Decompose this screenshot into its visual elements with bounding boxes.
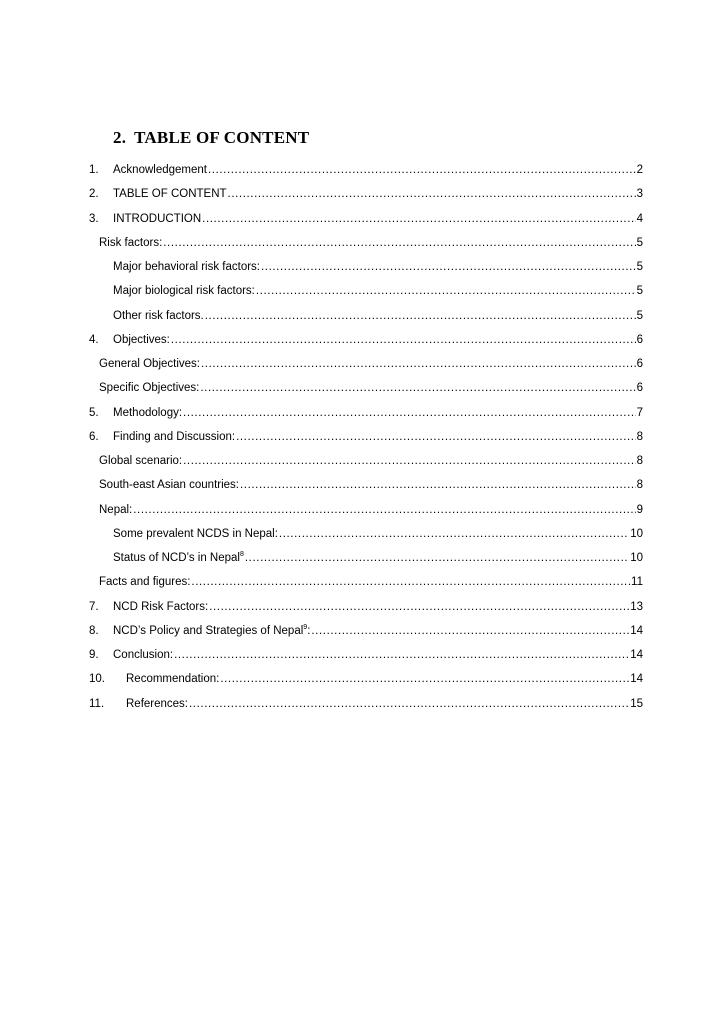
toc-entry[interactable] [89, 671, 643, 687]
toc-entry-title [113, 405, 183, 421]
toc-entry[interactable] [89, 211, 643, 227]
toc-entry[interactable] [89, 599, 643, 615]
toc-entry-page-number: 7 [636, 406, 643, 419]
dot-leader [191, 574, 630, 590]
toc-entry-page-number: 6 [636, 333, 643, 346]
toc-entry-title [113, 332, 171, 348]
dot-leader [201, 356, 636, 372]
toc-entry-title [113, 550, 245, 566]
toc-entry-title [99, 235, 163, 251]
toc-entry-title-text: Status of NCD’s in Nepal [113, 552, 240, 564]
toc-entry-number: 10. [89, 673, 105, 686]
toc-entry-title-text: Risk factors: [99, 236, 163, 249]
toc-entry-page-number: 6 [636, 382, 643, 395]
toc-entry[interactable] [113, 283, 643, 299]
toc-entry-page-number: 2 [636, 164, 643, 176]
toc-entry[interactable] [89, 696, 643, 712]
toc-entry[interactable] [89, 623, 643, 639]
toc-entry-page-number: 10 [630, 527, 643, 540]
toc-entry-title-text: South-east Asian countries: [99, 479, 239, 492]
toc-entry-number: 6. [89, 430, 99, 443]
heading-title: TABLE OF CONTENT [134, 128, 310, 147]
toc-entry-page-number: 11 [631, 576, 643, 589]
toc-entry[interactable] [89, 647, 643, 663]
dot-leader [256, 283, 636, 299]
toc-entry-title-text: NCD’s Policy and Strategies of Nepal [113, 624, 304, 637]
toc-entry-title [99, 502, 133, 518]
toc-entry[interactable] [89, 186, 643, 202]
toc-entry-title [113, 429, 236, 445]
toc-entry-title-text: Other risk factors. [113, 309, 204, 322]
toc-entry-page-number: 15 [630, 697, 643, 710]
dot-leader [174, 647, 629, 663]
toc-entry[interactable] [89, 162, 643, 178]
dot-leader [279, 526, 629, 542]
toc-entry-title [113, 162, 208, 178]
toc-entry-title-text: Methodology: [113, 406, 183, 419]
toc-entry-title [99, 574, 191, 590]
dot-leader [228, 186, 636, 202]
toc-entry-title-text: Nepal: [99, 503, 133, 516]
toc-entry-title-text: Acknowledgement [113, 164, 207, 176]
toc-entry-title [99, 453, 183, 469]
toc-entry-page-number: 5 [636, 261, 643, 273]
toc-entry-title [113, 186, 228, 202]
toc-entry-number: 7. [89, 600, 99, 613]
dot-leader [200, 380, 635, 396]
dot-leader [236, 429, 636, 445]
toc-entry-title [99, 477, 240, 493]
toc-entry[interactable] [89, 429, 643, 445]
heading-number: 2. [113, 128, 127, 147]
dot-leader [189, 696, 629, 712]
toc-entry-title [113, 283, 256, 299]
toc-entry-title [126, 696, 189, 712]
toc-entry-title [99, 380, 200, 396]
toc-entry-title-text: TABLE OF CONTENT [113, 188, 227, 201]
toc-entry-title-text: General Objectives: [99, 358, 200, 370]
toc-entry-page-number: 9 [636, 503, 643, 516]
toc-entry-number: 8. [89, 624, 99, 637]
dot-leader [183, 405, 636, 421]
toc-entry[interactable] [99, 502, 643, 518]
toc-entry-page-number: 14 [630, 624, 643, 637]
dot-leader [171, 332, 636, 348]
toc-entry[interactable] [113, 526, 643, 542]
toc-entry-title [126, 671, 220, 687]
toc-entry-title-text: Facts and figures: [99, 576, 191, 589]
toc-entry-page-number: 14 [630, 649, 643, 661]
toc-entry-number: 2. [89, 188, 99, 201]
toc-entry[interactable] [113, 308, 643, 324]
dot-leader [311, 623, 629, 639]
toc-entry-title-text: Major biological risk factors: [113, 285, 255, 298]
toc-entry-page-number: 5 [636, 236, 643, 249]
toc-entry-page-number: 3 [636, 188, 643, 201]
toc-entry[interactable] [99, 574, 643, 590]
dot-leader [220, 671, 629, 687]
toc-entry[interactable] [99, 235, 643, 251]
toc-entry-number: 11. [89, 697, 105, 710]
toc-entry-title-text: Conclusion: [113, 649, 174, 661]
dot-leader [209, 599, 629, 615]
toc-entry-page-number: 5 [636, 309, 643, 322]
toc-entry-number: 9. [89, 649, 99, 661]
toc-entry-number: 5. [89, 406, 99, 419]
toc-entry[interactable] [99, 380, 643, 396]
toc-entry-number: 1. [89, 164, 99, 176]
toc-entry[interactable] [113, 550, 643, 566]
dot-leader [261, 259, 636, 275]
toc-entry[interactable] [89, 332, 643, 348]
toc-entry-page-number: 8 [636, 479, 643, 492]
dot-leader [133, 502, 635, 518]
dot-leader [163, 235, 635, 251]
toc-entry-title [113, 599, 209, 615]
dot-leader [202, 211, 635, 227]
toc-entry-page-number: 14 [630, 673, 643, 686]
toc-entry[interactable] [99, 477, 643, 493]
toc-entry-title [113, 526, 279, 542]
dot-leader [208, 162, 636, 178]
toc-entry-title-text: Objectives: [113, 333, 170, 346]
toc-entry-number: 3. [89, 212, 99, 225]
toc-entry-page-number: 8 [636, 430, 643, 443]
toc-entry-title-text: NCD Risk Factors: [113, 600, 209, 613]
toc-entry-title-text: Some prevalent NCDS in Nepal: [113, 527, 278, 540]
toc-entry-reference: 9 [303, 623, 308, 631]
toc-entry-page-number: 4 [636, 212, 643, 225]
toc-entry-title-text: INTRODUCTION [113, 212, 202, 225]
toc-entry-title-text: Finding and Discussion: [113, 430, 236, 443]
toc-entry[interactable] [99, 356, 643, 372]
toc-entry-page-number: 5 [636, 285, 643, 298]
toc-entry-number: 4. [89, 333, 99, 346]
toc-entry-page-number: 13 [630, 600, 643, 613]
toc-entry-suffix: : [307, 624, 311, 637]
toc-entry-page-number: 10 [630, 552, 643, 564]
toc-entry-title-text: Global scenario: [99, 455, 183, 467]
toc-entry[interactable] [99, 453, 643, 469]
toc-entry[interactable] [89, 405, 643, 421]
toc-entry-page-number: 6 [636, 358, 643, 370]
toc-entry-reference: 8 [239, 551, 244, 559]
toc-entry-title [113, 259, 261, 275]
dot-leader [205, 308, 636, 324]
dot-leader [245, 550, 629, 566]
toc-entry-title-text: Major behavioral risk factors: [113, 261, 260, 273]
toc-entry-title [113, 647, 174, 663]
dot-leader [240, 477, 636, 493]
toc-entry-title [113, 623, 311, 639]
toc-entry-page-number: 8 [636, 455, 643, 467]
toc-entry-title [113, 308, 205, 324]
dot-leader [183, 453, 635, 469]
toc-entry-title-text: Recommendation: [126, 673, 220, 686]
toc-entry-title-text: Specific Objectives: [99, 382, 200, 395]
toc-entry[interactable] [113, 259, 643, 275]
page-title [113, 128, 309, 148]
toc-entry-title [113, 211, 202, 227]
toc-entry-title [99, 356, 201, 372]
toc-entry-title-text: References: [126, 697, 189, 710]
